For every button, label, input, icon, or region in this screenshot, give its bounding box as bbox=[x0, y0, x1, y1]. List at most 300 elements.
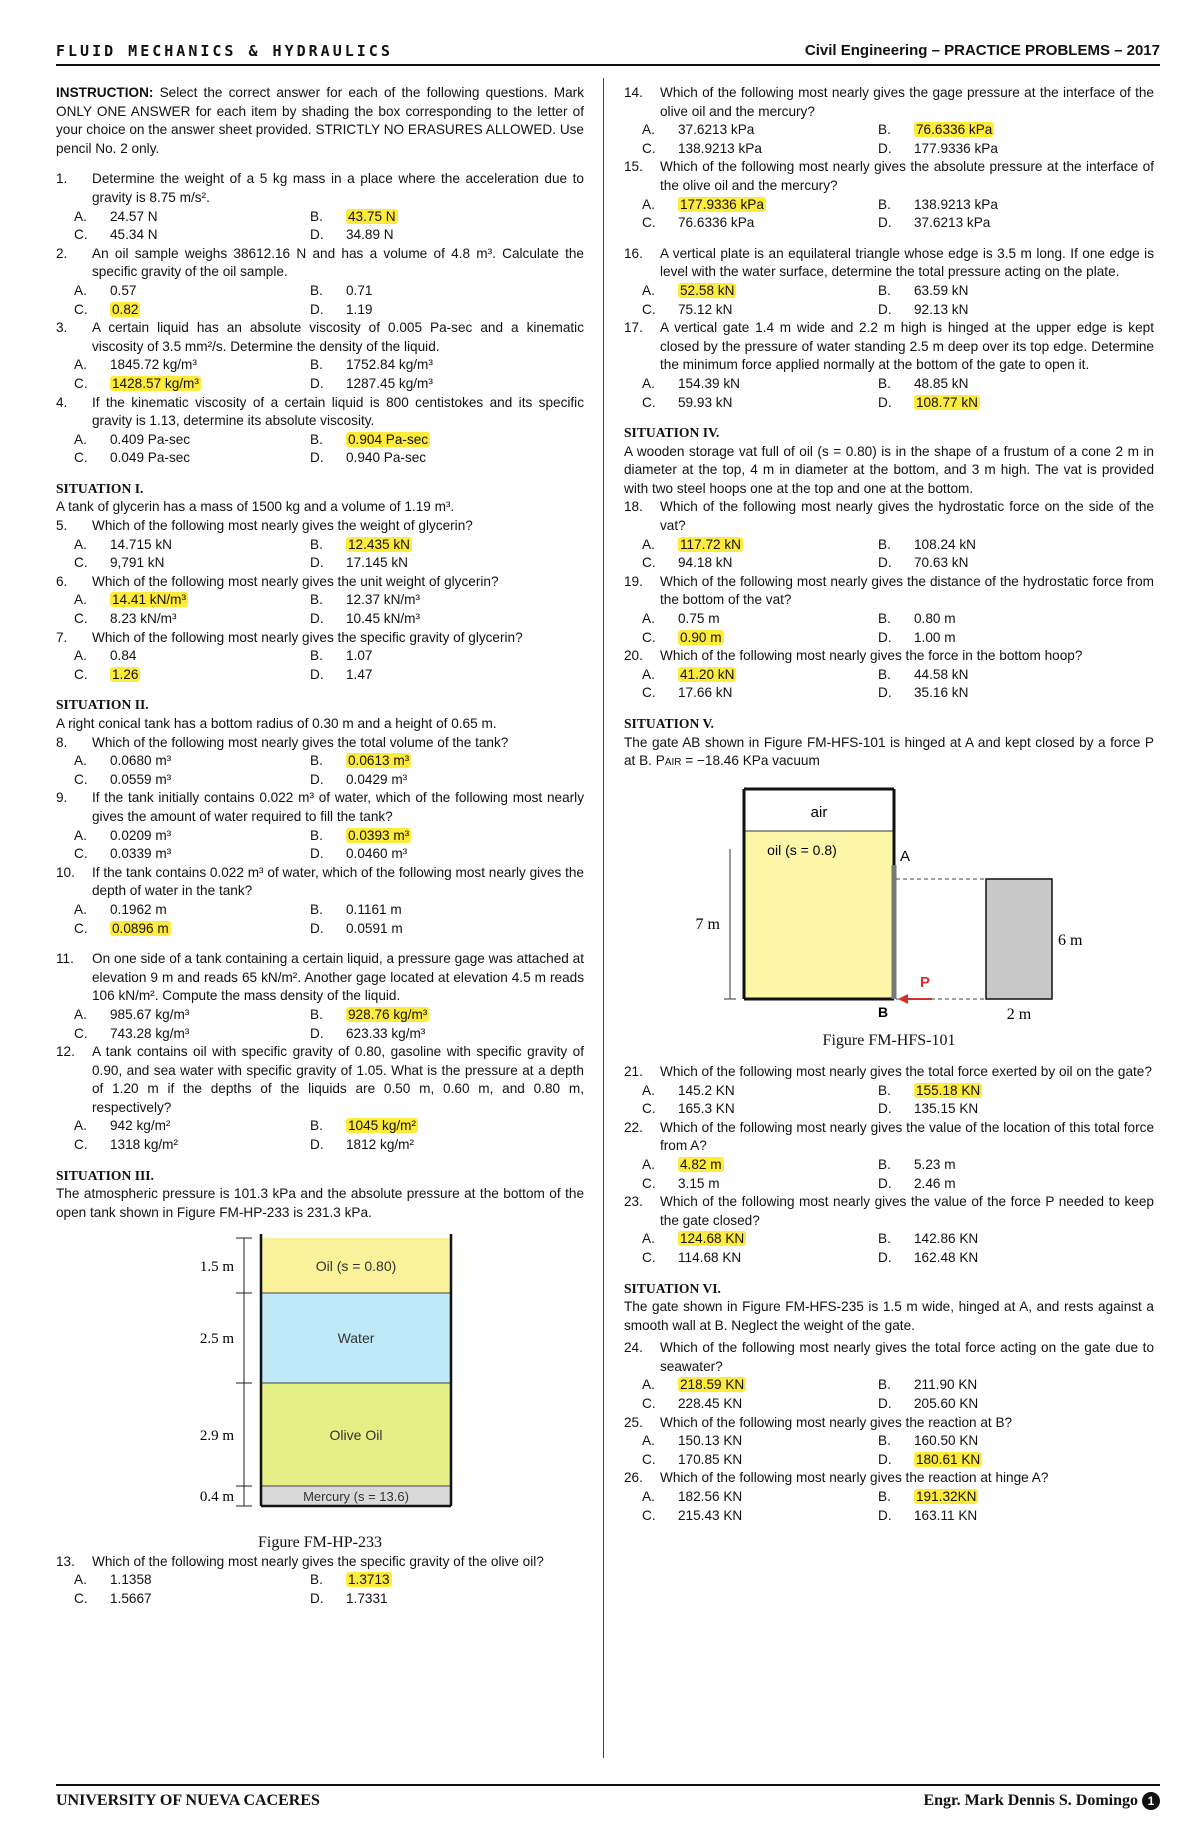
depth-label: 2.9 m bbox=[199, 1428, 234, 1445]
answer-highlight: 1428.57 kg/m³ bbox=[112, 375, 199, 391]
answer-highlight: 76.6336 kPa bbox=[916, 122, 993, 138]
situation-6-title: SITUATION VI. bbox=[624, 1280, 721, 1296]
question-number: 25. bbox=[624, 1414, 643, 1430]
choice bbox=[346, 1117, 584, 1136]
choice: C. bbox=[642, 629, 656, 645]
choice: 163.11 KN bbox=[914, 1507, 978, 1523]
force-arrow-head bbox=[898, 994, 908, 1004]
choice: B. bbox=[878, 1377, 891, 1393]
page-footer bbox=[56, 1784, 1160, 1816]
question-14 bbox=[624, 84, 1154, 158]
choice: A. bbox=[642, 1231, 655, 1247]
answer-highlight: 0.90 m bbox=[680, 629, 722, 645]
question-text: Which of the following most nearly gives the reaction at hinge A? bbox=[660, 1470, 1049, 1486]
choice: B. bbox=[310, 1572, 323, 1588]
situation-3-title: SITUATION III. bbox=[56, 1167, 154, 1183]
answer-highlight: 180.61 KN bbox=[916, 1451, 981, 1467]
choice: B. bbox=[878, 375, 891, 391]
choice: C. bbox=[74, 920, 88, 936]
question-text: Which of the following most nearly gives the hydrostatic force on the side of the vat? bbox=[660, 499, 1154, 534]
choice: 37.6213 kPa bbox=[914, 215, 991, 231]
choice: C. bbox=[74, 1137, 88, 1153]
choice: D. bbox=[878, 629, 892, 645]
choice: A. bbox=[74, 282, 87, 298]
question-4 bbox=[56, 394, 584, 468]
question-3 bbox=[56, 319, 584, 393]
question-number: 5. bbox=[56, 518, 68, 534]
question-12 bbox=[56, 1043, 584, 1155]
choice: D. bbox=[878, 555, 892, 571]
choice: C. bbox=[642, 685, 656, 701]
situation-6-text: The gate shown in Figure FM-HFS-235 is 1.5 m wide, hinged at A, and rests against a smooth wall at B. Neglect the weight of the gate. bbox=[624, 1299, 1154, 1333]
choice: 48.85 kN bbox=[914, 375, 969, 391]
choice: B. bbox=[310, 282, 323, 298]
answer-highlight: 0.904 Pa-sec bbox=[348, 431, 429, 447]
choice: B. bbox=[878, 1231, 891, 1247]
choice bbox=[678, 1230, 878, 1249]
right-column bbox=[624, 84, 1154, 1525]
question-text: If the kinematic viscosity of a certain liquid is 800 centistokes and its specific gravity is 1.13, determine its absolute viscosity. bbox=[92, 394, 584, 429]
choice: C. bbox=[642, 1101, 656, 1117]
situation-5-title: SITUATION V. bbox=[624, 716, 714, 731]
left-column bbox=[56, 84, 584, 1608]
situation-1-text: A tank of glycerin has a mass of 1500 kg and a volume of 1.19 m³. bbox=[56, 499, 455, 515]
answer-highlight: 12.435 kN bbox=[348, 536, 410, 552]
choice: 0.0339 m³ bbox=[110, 846, 172, 862]
choice: C. bbox=[642, 140, 656, 156]
choice: C. bbox=[642, 555, 656, 571]
choice: B. bbox=[310, 901, 323, 917]
question-text: If the tank contains 0.022 m³ of water, which of the following most nearly gives the depth of water in the tank? bbox=[92, 864, 584, 899]
choice: A. bbox=[74, 1572, 87, 1588]
question-20 bbox=[624, 647, 1154, 703]
choice: A. bbox=[74, 648, 87, 664]
answer-highlight: 117.72 kN bbox=[680, 536, 741, 552]
answer-highlight: 43.75 N bbox=[348, 208, 396, 224]
choice: A. bbox=[642, 611, 655, 627]
choice: D. bbox=[310, 1137, 324, 1153]
question-24 bbox=[624, 1339, 1154, 1413]
question-11 bbox=[56, 950, 584, 1043]
choice bbox=[110, 666, 310, 685]
choice: D. bbox=[310, 1590, 324, 1606]
choice: A. bbox=[642, 375, 655, 391]
choice: D. bbox=[310, 920, 324, 936]
choice: D. bbox=[310, 846, 324, 862]
choice: 1287.45 kg/m³ bbox=[346, 375, 433, 391]
answer-highlight: 928.76 kg/m³ bbox=[348, 1006, 428, 1022]
choice: 0.0429 m³ bbox=[346, 771, 408, 787]
choice: 150.13 KN bbox=[678, 1433, 743, 1449]
question-number: 24. bbox=[624, 1340, 643, 1356]
choice: B. bbox=[878, 1082, 891, 1098]
footer-author: Engr. Mark Dennis S. Domingo 1 bbox=[923, 1792, 1160, 1810]
choice: B. bbox=[878, 122, 891, 138]
question-number: 8. bbox=[56, 734, 68, 750]
choice: 135.15 KN bbox=[914, 1101, 979, 1117]
question-text: Which of the following most nearly gives the total force acting on the gate due to seawater? bbox=[660, 1340, 1154, 1374]
choice bbox=[678, 629, 878, 648]
choice: 211.90 KN bbox=[914, 1377, 978, 1393]
answer-highlight: 218.59 KN bbox=[680, 1377, 745, 1393]
choice: 2.46 m bbox=[914, 1175, 956, 1191]
depth-label: 1.5 m bbox=[199, 1259, 234, 1276]
choice: D. bbox=[878, 1175, 892, 1191]
answer-highlight: 52.58 kN bbox=[680, 282, 735, 298]
choice bbox=[110, 301, 310, 320]
answer-highlight: 1045 kg/m² bbox=[348, 1118, 417, 1134]
question-1 bbox=[56, 170, 584, 244]
answer-highlight: 1.26 bbox=[112, 666, 139, 682]
choice: 985.67 kg/m³ bbox=[110, 1006, 190, 1022]
question-19 bbox=[624, 573, 1154, 647]
choice: B. bbox=[310, 648, 323, 664]
choice bbox=[914, 1082, 1154, 1101]
choice bbox=[678, 282, 878, 301]
choice: B. bbox=[878, 1489, 891, 1505]
choice: 0.409 Pa-sec bbox=[110, 431, 191, 447]
answer-highlight: 0.0393 m³ bbox=[348, 827, 410, 843]
question-22 bbox=[624, 1119, 1154, 1193]
answer-highlight: 124.68 KN bbox=[680, 1231, 745, 1247]
choice: B. bbox=[310, 592, 323, 608]
choice: 228.45 KN bbox=[678, 1396, 743, 1412]
choice: 35.16 kN bbox=[914, 685, 969, 701]
choice: 59.93 kN bbox=[678, 394, 733, 410]
choice: 1.19 bbox=[346, 301, 373, 317]
choice: C. bbox=[74, 450, 88, 466]
choice bbox=[346, 536, 584, 555]
force-p-label: P bbox=[920, 973, 931, 991]
choice bbox=[346, 1571, 584, 1590]
question-number: 2. bbox=[56, 245, 68, 261]
choice: 75.12 kN bbox=[678, 301, 733, 317]
question-21 bbox=[624, 1063, 1154, 1119]
question-text: A vertical gate 1.4 m wide and 2.2 m high is hinged at the upper edge is kept closed by the pressure of water standing 2.5 m deep over its top edge. Determine the minimum force applied normally at the bottom of the gate to open it. bbox=[660, 320, 1154, 373]
question-number: 10. bbox=[56, 864, 75, 880]
choice: 138.9213 kPa bbox=[914, 196, 998, 212]
choice: D. bbox=[878, 1249, 892, 1265]
choice: C. bbox=[74, 846, 88, 862]
header-course: Civil Engineering – PRACTICE PROBLEMS – 2017 bbox=[804, 42, 1160, 59]
layer-label: Olive Oil bbox=[329, 1427, 383, 1444]
height-label: 6 m bbox=[1058, 931, 1083, 949]
choice: B. bbox=[878, 611, 891, 627]
choice: A. bbox=[74, 357, 87, 373]
choice: 63.59 kN bbox=[914, 282, 969, 298]
choice bbox=[678, 536, 878, 555]
question-number: 12. bbox=[56, 1044, 75, 1060]
question-number: 15. bbox=[624, 159, 643, 175]
choice: D. bbox=[310, 301, 324, 317]
question-text: On one side of a tank containing a certain liquid, a pressure gage was attached at elevation 9 m and reads 65 kN/m². Another gage located at elevation 4.5 m reads 106 kN/m². Compute the mass density of the liquid. bbox=[92, 951, 584, 1004]
choice: C. bbox=[74, 375, 88, 391]
question-text: Which of the following most nearly gives the unit weight of glycerin? bbox=[92, 573, 499, 589]
choice: B. bbox=[878, 196, 891, 212]
wall-block bbox=[986, 879, 1052, 999]
choice: C. bbox=[642, 1451, 656, 1467]
figure-fm-hfs-101 bbox=[624, 779, 1154, 1051]
choice: 1845.72 kg/m³ bbox=[110, 357, 197, 373]
choice: 12.37 kN/m³ bbox=[346, 592, 421, 608]
choice: D. bbox=[310, 450, 324, 466]
choice: D. bbox=[878, 1101, 892, 1117]
choice: 623.33 kg/m³ bbox=[346, 1025, 426, 1041]
figure-caption: Figure FM-HFS-101 bbox=[822, 1032, 956, 1050]
choice: 37.6213 kPa bbox=[678, 122, 755, 138]
answer-highlight: 177.9336 kPa bbox=[680, 196, 764, 212]
question-text: An oil sample weighs 38612.16 N and has a volume of 4.8 m³. Calculate the specific gravity of the oil sample. bbox=[92, 245, 584, 280]
width-label: 2 m bbox=[1006, 1005, 1032, 1023]
choice: C. bbox=[74, 301, 88, 317]
choice: 0.940 Pa-sec bbox=[346, 450, 427, 466]
choice: 0.0680 m³ bbox=[110, 753, 172, 769]
question-text: Which of the following most nearly gives the force in the bottom hoop? bbox=[660, 648, 1083, 664]
question-text: Which of the following most nearly gives the reaction at B? bbox=[660, 1414, 1013, 1430]
choice: D. bbox=[310, 666, 324, 682]
choice: 17.66 kN bbox=[678, 685, 733, 701]
choice: 17.145 kN bbox=[346, 555, 408, 571]
choice: 1.7331 bbox=[346, 1590, 388, 1606]
question-5 bbox=[56, 517, 584, 573]
choice: D. bbox=[310, 375, 324, 391]
choice: 942 kg/m² bbox=[110, 1118, 171, 1134]
choice bbox=[678, 1376, 878, 1395]
choice: 8.23 kN/m³ bbox=[110, 611, 177, 627]
choice: A. bbox=[74, 536, 87, 552]
question-number: 13. bbox=[56, 1553, 75, 1569]
choice: 1.00 m bbox=[914, 629, 956, 645]
choice: A. bbox=[642, 196, 655, 212]
choice: D. bbox=[310, 771, 324, 787]
question-23 bbox=[624, 1193, 1154, 1267]
instruction-text: Select the correct answer for each of the following questions. Mark ONLY ONE ANSWER for each item by shading the box corresponding to the letter of your choice on the answer sheet provided. STRICTLY NO ERASURES ALLOWED. Use pencil No. 2 only. bbox=[56, 85, 584, 156]
choice: 0.57 bbox=[110, 282, 137, 298]
choice bbox=[346, 208, 584, 227]
choice: D. bbox=[878, 1507, 892, 1523]
choice: C. bbox=[642, 301, 656, 317]
choice: 1.47 bbox=[346, 666, 373, 682]
choice: A. bbox=[642, 1156, 655, 1172]
question-number: 21. bbox=[624, 1063, 643, 1079]
choice: B. bbox=[878, 1156, 891, 1172]
question-number: 17. bbox=[624, 320, 643, 336]
choice: 108.24 kN bbox=[914, 536, 976, 552]
choice: D. bbox=[878, 301, 892, 317]
choice: C. bbox=[74, 666, 88, 682]
question-number: 4. bbox=[56, 394, 68, 410]
answer-highlight: 0.0613 m³ bbox=[348, 753, 410, 769]
question-text: Which of the following most nearly gives the total force exerted by oil on the gate? bbox=[660, 1063, 1152, 1079]
choice: 3.15 m bbox=[678, 1175, 720, 1191]
page-header bbox=[56, 40, 1160, 66]
choice: 1752.84 kg/m³ bbox=[346, 357, 433, 373]
choice bbox=[346, 827, 584, 846]
choice: A. bbox=[642, 1082, 655, 1098]
choice bbox=[110, 375, 310, 394]
choice: 162.48 KN bbox=[914, 1249, 979, 1265]
choice: A. bbox=[74, 1006, 87, 1022]
question-13 bbox=[56, 1553, 584, 1609]
situation-2-text: A right conical tank has a bottom radius of 0.30 m and a height of 0.65 m. bbox=[56, 716, 497, 731]
choice: 76.6336 kPa bbox=[678, 215, 755, 231]
gate-diagram bbox=[624, 779, 1154, 1027]
question-26 bbox=[624, 1469, 1154, 1525]
instruction bbox=[56, 84, 584, 158]
choice: 1.5667 bbox=[110, 1590, 152, 1606]
choice: 10.45 kN/m³ bbox=[346, 611, 421, 627]
choice: 0.1962 m bbox=[110, 901, 167, 917]
choice: 0.0460 m³ bbox=[346, 846, 408, 862]
choice: 1812 kg/m² bbox=[346, 1137, 415, 1153]
question-9 bbox=[56, 789, 584, 863]
choice: 0.0209 m³ bbox=[110, 827, 172, 843]
situation-2-title: SITUATION II. bbox=[56, 697, 149, 713]
choice: B. bbox=[310, 536, 323, 552]
figure-fm-hp-233 bbox=[56, 1228, 584, 1552]
situation-1-title: SITUATION I. bbox=[56, 480, 144, 496]
question-18 bbox=[624, 498, 1154, 572]
choice: 0.1161 m bbox=[346, 901, 402, 917]
question-number: 7. bbox=[56, 629, 68, 645]
question-number: 19. bbox=[624, 573, 643, 589]
choice: B. bbox=[310, 431, 323, 447]
choice: 0.0559 m³ bbox=[110, 771, 172, 787]
choice: B. bbox=[310, 208, 323, 224]
height-label: 7 m bbox=[695, 915, 720, 933]
choice: A. bbox=[74, 208, 87, 224]
choice bbox=[346, 752, 584, 771]
choice: A. bbox=[642, 282, 655, 298]
question-text: Which of the following most nearly gives the total volume of the tank? bbox=[92, 734, 509, 750]
question-text: Which of the following most nearly gives the value of the location of this total force from A? bbox=[660, 1119, 1154, 1154]
situation-5-text: The gate AB shown in Figure FM-HFS-101 is hinged at A and kept closed by a force P at B. PAIR = −18.46 KPa vacuum bbox=[624, 734, 1154, 769]
choice: B. bbox=[878, 282, 891, 298]
page-number: 1 bbox=[1142, 1792, 1160, 1810]
point-a-label: A bbox=[900, 847, 911, 865]
question-text: Which of the following most nearly gives the gage pressure at the interface of the olive oil and the mercury? bbox=[660, 85, 1154, 119]
layer-label: Oil (s = 0.80) bbox=[315, 1258, 397, 1275]
choice: 182.56 KN bbox=[678, 1489, 743, 1505]
choice: 0.71 bbox=[346, 282, 373, 298]
question-text: Determine the weight of a 5 kg mass in a place where the acceleration due to gravity is 8.75 m/s². bbox=[92, 171, 584, 205]
question-number: 14. bbox=[624, 85, 643, 100]
question-6 bbox=[56, 573, 584, 629]
choice: A. bbox=[642, 536, 655, 552]
choice: B. bbox=[310, 753, 323, 769]
choice: A. bbox=[642, 666, 655, 682]
choice: 44.58 kN bbox=[914, 666, 969, 682]
choice: C. bbox=[74, 1590, 88, 1606]
choice: B. bbox=[310, 827, 323, 843]
choice: D. bbox=[878, 215, 892, 231]
choice bbox=[110, 591, 310, 610]
choice: 170.85 KN bbox=[678, 1451, 743, 1467]
choice: 34.89 N bbox=[346, 227, 394, 243]
figure-caption: Figure FM-HP-233 bbox=[257, 1534, 382, 1552]
question-number: 26. bbox=[624, 1470, 643, 1486]
air-label: air bbox=[810, 803, 828, 821]
question-15 bbox=[624, 158, 1154, 232]
question-number: 6. bbox=[56, 573, 68, 589]
choice bbox=[678, 666, 878, 685]
choice bbox=[678, 196, 878, 215]
answer-highlight: 108.77 kN bbox=[916, 394, 978, 410]
choice: 24.57 N bbox=[110, 208, 158, 224]
choice: A. bbox=[74, 1118, 87, 1134]
choice: 0.049 Pa-sec bbox=[110, 450, 191, 466]
question-number: 22. bbox=[624, 1119, 643, 1135]
choice: B. bbox=[310, 1006, 323, 1022]
choice: D. bbox=[310, 1025, 324, 1041]
question-text: If the tank initially contains 0.022 m³ of water, which of the following most nearly gives the amount of water required to fill the tank? bbox=[92, 790, 584, 824]
depth-label: 0.4 m bbox=[199, 1489, 234, 1506]
choice: C. bbox=[642, 1396, 656, 1412]
choice bbox=[914, 394, 1154, 413]
choice: D. bbox=[878, 140, 892, 156]
question-number: 16. bbox=[624, 245, 643, 261]
choice: A. bbox=[74, 827, 87, 843]
choice: 5.23 m bbox=[914, 1156, 956, 1172]
answer-highlight: 1.3713 bbox=[348, 1572, 390, 1588]
choice: A. bbox=[74, 431, 87, 447]
choice: C. bbox=[642, 1507, 656, 1523]
question-number: 3. bbox=[56, 320, 68, 336]
situation-3-text: The atmospheric pressure is 101.3 kPa and the absolute pressure at the bottom of the open tank shown in Figure FM-HP-233 is 231.3 kPa. bbox=[56, 1186, 584, 1220]
choice: D. bbox=[878, 1451, 892, 1467]
choice: 14.715 kN bbox=[110, 536, 172, 552]
choice: 9,791 kN bbox=[110, 555, 165, 571]
question-17 bbox=[624, 319, 1154, 412]
depth-label: 2.5 m bbox=[199, 1331, 234, 1348]
answer-highlight: 0.82 bbox=[112, 301, 139, 317]
choice: D. bbox=[878, 1396, 892, 1412]
tank-layers-diagram bbox=[56, 1228, 584, 1528]
question-text: A vertical plate is an equilateral triangle whose edge is 3.5 m long. If one edge is level with the water surface, determine the total pressure acting on the plate. bbox=[660, 245, 1154, 280]
question-text: Which of the following most nearly gives the value of the force P needed to keep the gate closed? bbox=[660, 1194, 1154, 1228]
choice: B. bbox=[878, 536, 891, 552]
choice: 205.60 KN bbox=[914, 1396, 979, 1412]
choice: 165.3 KN bbox=[678, 1101, 735, 1117]
choice: C. bbox=[642, 1249, 656, 1265]
question-25 bbox=[624, 1414, 1154, 1470]
answer-highlight: 155.18 KN bbox=[916, 1082, 981, 1098]
question-text: A certain liquid has an absolute viscosity of 0.005 Pa-sec and a kinematic viscosity of 3.5 mm²/s. Determine the density of the liquid. bbox=[92, 320, 584, 354]
choice: 70.63 kN bbox=[914, 555, 969, 571]
choice: 177.9336 kPa bbox=[914, 140, 998, 156]
choice: A. bbox=[642, 122, 655, 138]
answer-highlight: 4.82 m bbox=[680, 1156, 722, 1172]
choice: C. bbox=[642, 215, 656, 231]
choice: 45.34 N bbox=[110, 227, 158, 243]
choice: A. bbox=[642, 1433, 655, 1449]
question-8 bbox=[56, 734, 584, 790]
column-divider bbox=[603, 78, 604, 1758]
question-text: Which of the following most nearly gives the weight of glycerin? bbox=[92, 518, 473, 534]
choice: 215.43 KN bbox=[678, 1507, 743, 1523]
choice: 92.13 kN bbox=[914, 301, 969, 317]
choice bbox=[914, 1451, 1154, 1470]
choice bbox=[914, 1488, 1154, 1507]
instruction-label: INSTRUCTION: bbox=[56, 85, 154, 100]
choice: A. bbox=[642, 1489, 655, 1505]
choice: A. bbox=[74, 592, 87, 608]
choice: C. bbox=[74, 611, 88, 627]
choice: 142.86 KN bbox=[914, 1231, 979, 1247]
choice: D. bbox=[878, 685, 892, 701]
choice: D. bbox=[310, 611, 324, 627]
question-text: Which of the following most nearly gives the specific gravity of the olive oil? bbox=[92, 1553, 544, 1569]
